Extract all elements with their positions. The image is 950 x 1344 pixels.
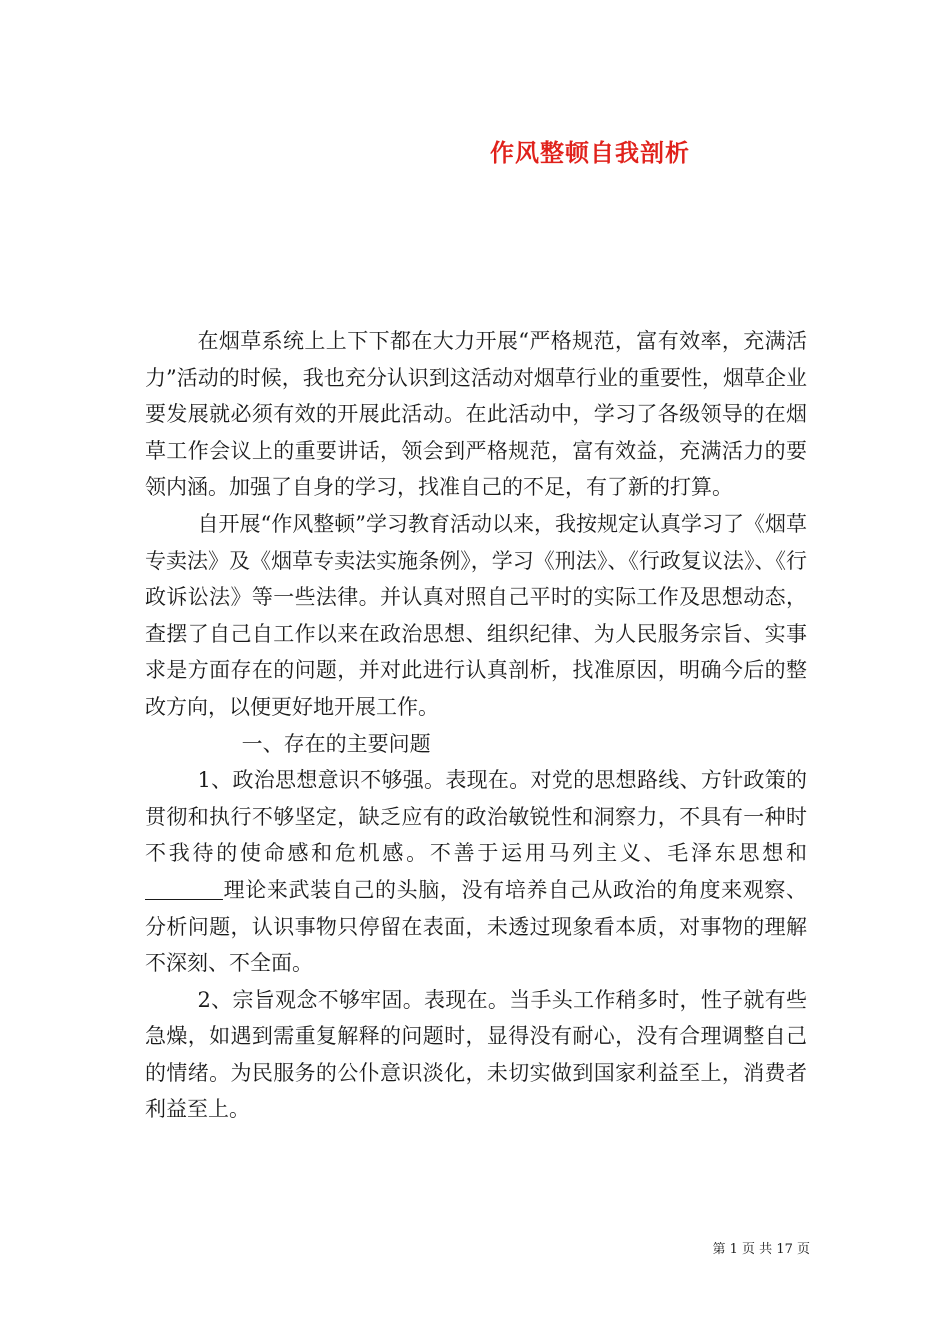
paragraph-intro: 在烟草系统上上下下都在大力开展“严格规范，富有效率，充满活力”活动的时候，我也充分认识到这活动对烟草行业的重要性，烟草企业要发展就必须有效的开展此活动。在此活动中，学习了各级领导的在烟草工作会议上的重要讲话，领会到严格规范，富有效益，充满活力的要领内涵。加强了自身的学习，找准自己的不足，有了新的打算。: [145, 329, 807, 500]
problem-1-text-end: 理论来武装自己的头脑，没有培养自己从政治的角度来观察、分析问题，认识事物只停留在表面，未透过现象看本质，对事物的理解不深刻、不全面。: [145, 877, 807, 976]
section-heading-problems: 一、存在的主要问题: [241, 731, 431, 756]
document-body: [145, 323, 807, 1128]
paragraph-problem-2: 2、宗旨观念不够牢固。表现在。当手头工作稍多时，性子就有些急燥，如遇到需重复解释的问题时，显得没有耐心，没有合理调整自己的情绪。为民服务的公仆意识淡化，未切实做到国家利益至上，消费者利益至上。: [145, 987, 807, 1122]
paragraph-study: 自开展“作风整顿”学习教育活动以来，我按规定认真学习了《烟草专卖法》及《烟草专卖法实施条例》，学习《刑法》、《行政复议法》、《行政诉讼法》等一些法律。并认真对照自己平时的实际工作及思想动态，查摆了自己自工作以来在政治思想、组织纪律、为人民服务宗旨、实事求是方面存在的问题，并对此进行认真剖析，找准原因，明确今后的整改方向，以便更好地开展工作。: [145, 511, 807, 719]
paragraph-problem-1: [145, 762, 807, 982]
page-footer: 第 1 页 共 17 页: [712, 1242, 810, 1257]
blank-line: [145, 878, 223, 900]
problem-1-text-start: 1、政治思想意识不够强。表现在。对党的思想路线、方针政策的贯彻和执行不够坚定，缺乏应有的政治敏锐性和洞察力，不具有一种时不我待的使命感和危机感。不善于运用马列主义、毛泽东思想和: [145, 768, 807, 866]
document-title: 作风整顿自我剖析: [490, 138, 690, 167]
